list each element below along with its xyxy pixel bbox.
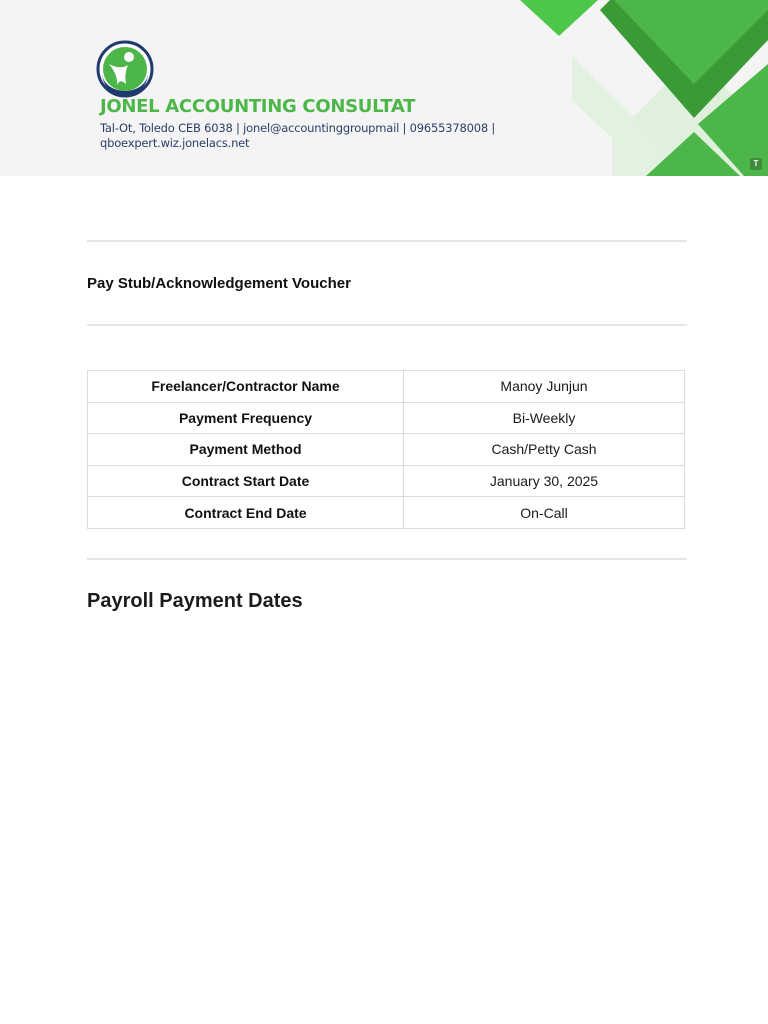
row-label: Contract End Date [88,497,404,529]
row-label: Freelancer/Contractor Name [88,371,404,403]
document-title: Pay Stub/Acknowledgement Voucher [87,275,351,292]
contact-line: Tal-Ot, Toledo CEB 6038 | jonel@accountinggroupmail | 09655378008 | [100,121,496,135]
row-label: Contract Start Date [88,465,404,497]
letterhead [0,0,768,176]
company-contact-info [100,121,540,150]
row-value: January 30, 2025 [404,465,685,497]
company-name: JONEL ACCOUNTING CONSULTAT [100,96,416,117]
website-line: qboexpert.wiz.jonelacs.net [100,135,250,150]
row-value: On-Call [404,497,685,529]
divider [87,324,687,326]
template-badge-icon: T [750,158,762,170]
table-row [88,434,685,466]
row-value: Manoy Junjun [404,371,685,403]
row-label: Payment Frequency [88,402,404,434]
table-row [88,497,685,529]
section-title: Payroll Payment Dates [87,590,303,612]
divider [87,240,687,242]
table-row [88,371,685,403]
table-row [88,402,685,434]
row-label: Payment Method [88,434,404,466]
person-circle-logo-icon [96,40,154,98]
divider [87,558,687,560]
contractor-details-table [87,370,685,529]
row-value: Bi-Weekly [404,402,685,434]
table-row [88,465,685,497]
row-value: Cash/Petty Cash [404,434,685,466]
